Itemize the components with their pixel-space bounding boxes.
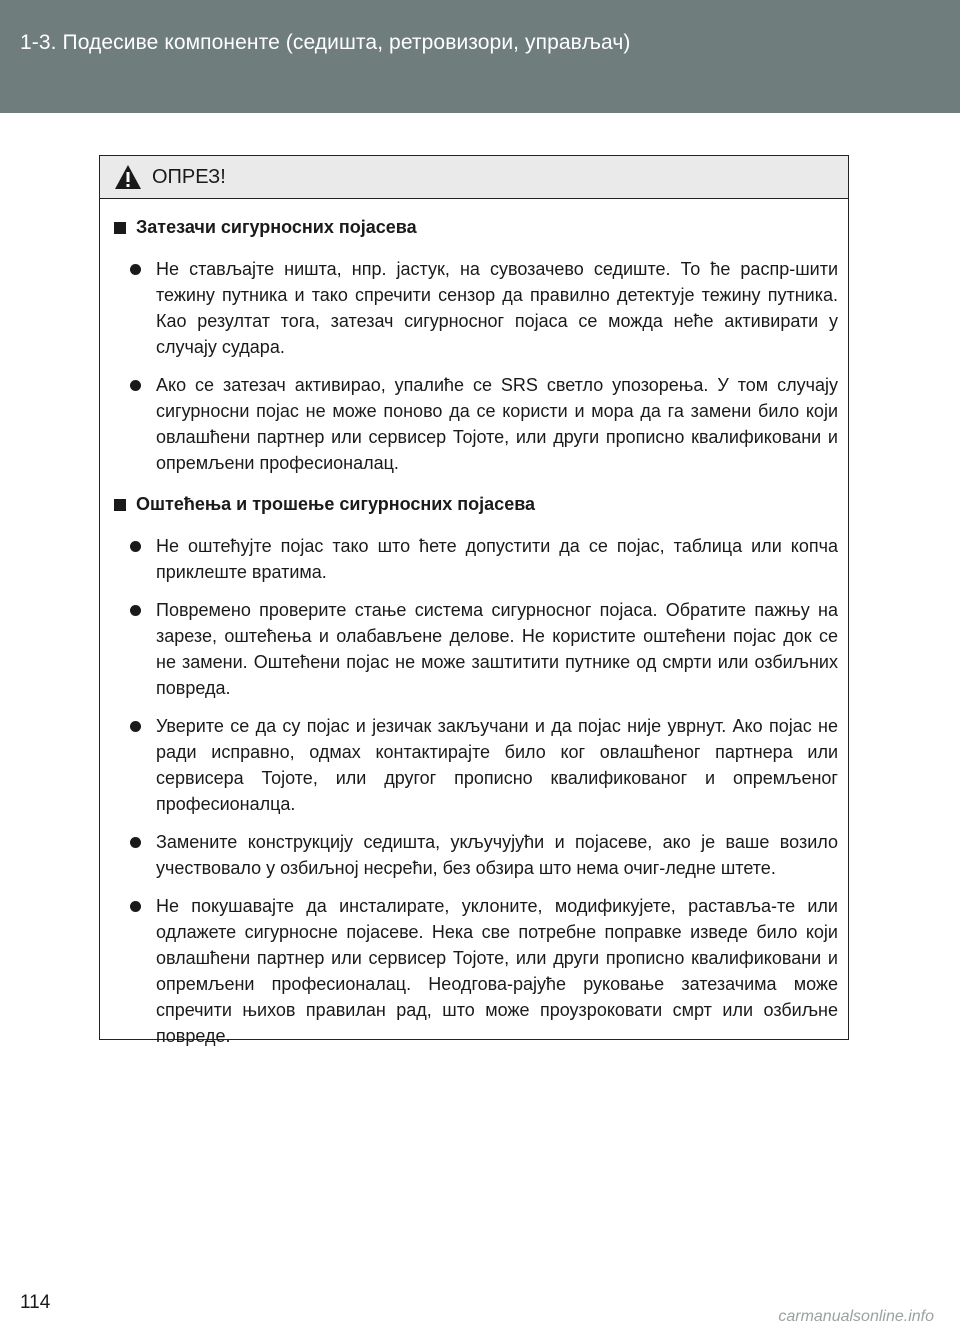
list-item: Уверите се да су појас и језичак закључани и да појас није уврнут. Ако појас не ради исправно, одмах контактирајте било ког овлашћеног партнера или сервисера Тојоте, или другог прописно квалификованог и опремљеног професионалца. — [114, 713, 838, 817]
bullet-dot-icon — [130, 605, 141, 616]
section-heading — [114, 217, 838, 238]
list-item: Не оштећујте појас тако што ћете допустити да се појас, таблица или копча приклеште вратима. — [114, 533, 838, 585]
bullet-dot-icon — [130, 380, 141, 391]
list-item: Замените конструкцију седишта, укључујући и појасеве, ако је ваше возило учествовало у озбиљној несрећи, без обзира што нема очиг-ледне штете. — [114, 829, 838, 881]
bullet-dot-icon — [130, 541, 141, 552]
bullet-dot-icon — [130, 901, 141, 912]
list-item: Повремено проверите стање система сигурносног појаса. Обратите пажњу на зарезе, оштећења и олабављене делове. Не користите оштећени појас док се не замени. Оштећени појас не може заштитити путнике од смрти или озбиљних повреда. — [114, 597, 838, 701]
section-heading — [114, 494, 838, 515]
warning-triangle-icon — [114, 164, 142, 190]
section-heading-text: Затезачи сигурносних појасева — [136, 217, 417, 237]
caution-content — [100, 199, 848, 1049]
bullet-dot-icon — [130, 264, 141, 275]
caution-box — [99, 155, 849, 1046]
list-item: Не покушавајте да инсталирате, уклоните, модификујете, раставља-те или одлажете сигурносне појасеве. Нека све потребне поправке изведе било који овлашћени партнер или сервисер Тојоте, или други прописно квалификовани и опремљени професионалац. Неодгова-рајуће руковање затезачима може спречити њихов правилан рад, што може проузроковати смрт или озбиљне повреде. — [114, 893, 838, 1049]
list-item: Ако се затезач активирао, упалиће се SRS светло упозорења. У том случају сигурносни појас не може поново да се користи и мора да га замени било који овлашћени партнер или сервисер Тојоте, или други прописно квалификовани и опремљени професионалац. — [114, 372, 838, 476]
section-title-header: 1-3. Подесиве компоненте (седишта, ретровизори, управљач) — [20, 31, 631, 54]
list-item: Не стављајте ништа, нпр. јастук, на сувозачево седиште. То ће распр-шити тежину путника и тако спречити сензор да правилно детектује тежину путника. Као резултат тога, затезач сигурносног појаса се можда неће активирати у случају судара. — [114, 256, 838, 360]
bullet-dot-icon — [130, 721, 141, 732]
square-bullet-icon — [114, 222, 126, 234]
section-heading-text: Оштећења и трошење сигурносних појасева — [136, 494, 536, 514]
caution-label: ОПРЕЗ! — [152, 165, 226, 188]
watermark-text: carmanualsonline.info — [778, 1308, 934, 1325]
bullet-dot-icon — [130, 837, 141, 848]
square-bullet-icon — [114, 499, 126, 511]
page-number: 114 — [20, 1292, 51, 1313]
page-header — [0, 0, 960, 113]
caution-header — [100, 156, 848, 199]
